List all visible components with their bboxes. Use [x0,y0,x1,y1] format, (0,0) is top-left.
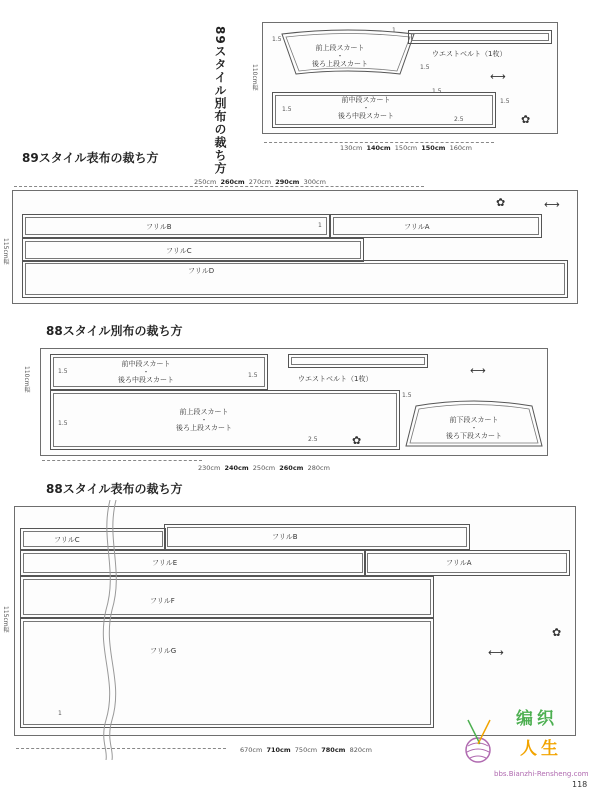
s88-main-title: 88スタイル表布の裁ち方 [46,482,183,496]
s88-frill-f-label: フリルF [150,597,175,605]
s89-frill-a-piece [330,214,542,238]
s88-sa-c: 1.5 [58,420,68,427]
s89-sa-g: 1 [392,27,396,34]
grain-arrow-icon: ⟷ [544,198,560,211]
s88-main-lengths: 670cm 710cm 750cm 780cm 820cm [240,746,372,754]
s89-frill-b-label: フリルB [146,223,172,231]
s89-frill-c-piece [22,238,364,262]
fabric-break-mark [96,500,126,760]
s89-main-title: 89スタイル表布の裁ち方 [22,151,159,165]
s88-sa-b: 1.5 [248,372,258,379]
yarn-ball-icon [454,716,510,772]
s88-main-length-line [16,748,226,749]
s89-frill-d-label: フリルD [188,267,215,275]
grain-arrow-icon: ⟷ [470,364,486,377]
s88-lining-length-line [42,460,202,461]
s89-sa-a: 1.5 [272,36,282,43]
s88-sa-e: 2.5 [308,436,318,443]
s88-frill-g-piece [20,618,434,728]
site-url: bbs.Bianzhi-Rensheng.com [494,770,589,778]
grain-arrow-icon: ⟷ [488,646,504,659]
grain-arrow-icon: ⟷ [490,70,506,83]
s88-frill-c-piece [20,528,166,550]
s88-sa-a: 1.5 [58,368,68,375]
s89-lining-width: 110cm幅 [251,64,258,91]
s89-frill-b-piece [22,214,330,238]
s89-lining-length-line [264,142,494,143]
s88-lining-lengths: 230cm 240cm 250cm 260cm 280cm [198,464,330,472]
s89-frill-a-label: フリルA [404,223,430,231]
flower-icon: ✿ [521,113,531,126]
s88-waist-belt-piece [288,354,428,368]
s88-sa-d: 1.5 [402,392,412,399]
s88-waist-belt-label: ウエストベルト（1枚） [298,375,373,383]
s89-upper-skirt-label: 前上段スカート ・ 後ろ上段スカート [312,44,368,68]
s88-frill-e-label: フリルE [152,559,178,567]
page-number: 118 [572,780,588,789]
s88-frill-e-piece [20,550,366,576]
site-logo-line2: 人生 [520,739,562,759]
s88-upper-skirt-label: 前上段スカート ・ 後ろ上段スカート [176,408,232,432]
s89-sa-d: 1.5 [500,98,510,105]
s89-middle-skirt-label: 前中段スカート ・ 後ろ中段スカート [338,96,394,120]
s89-sa-c: 1.5 [282,106,292,113]
s88-lower-skirt-label: 前下段スカート ・ 後ろ下段スカート [446,416,502,440]
s89-sa-f: 2.5 [454,116,464,123]
s89-frill-d-piece [22,260,568,298]
s88-lining-title: 88スタイル別布の裁ち方 [46,324,183,338]
s88-frill-a-label: フリルA [446,559,472,567]
s88-lining-width: 110cm幅 [23,366,30,393]
s88-frill-g-label: フリルG [150,647,177,655]
s89-sa-e: 1.5 [432,88,442,95]
s88-frill-f-piece [20,576,434,618]
s89-main-lengths: 250cm 260cm 270cm 290cm 300cm [194,178,326,186]
s89-main-width: 115cm幅 [2,238,9,265]
s88-middle-skirt-label: 前中段スカート ・ 後ろ中段スカート [118,360,174,384]
s88-frill-b-label: フリルB [272,533,298,541]
s89-sa-one: 1 [318,222,322,229]
s89-lining-lengths: 130cm 140cm 150cm 150cm 160cm [340,144,472,152]
s89-sa-b: 1.5 [420,64,430,71]
site-logo-line1: 编织 [516,709,558,729]
s88-frill-c-label: フリルC [54,536,80,544]
flower-icon: ✿ [552,626,562,639]
s88-sa-one: 1 [58,710,62,717]
s88-main-width: 115cm幅 [2,606,9,633]
s89-main-length-line [14,186,424,187]
s89-waist-belt-piece [408,30,552,44]
flower-icon: ✿ [352,434,362,447]
s89-lining-title: 89スタイル別布の裁ち方 [213,26,227,175]
s89-frill-c-label: フリルC [166,247,192,255]
s89-waist-belt-label: ウエストベルト（1枚） [432,50,507,58]
s88-frill-b-piece [164,524,470,550]
flower-icon: ✿ [496,196,506,209]
